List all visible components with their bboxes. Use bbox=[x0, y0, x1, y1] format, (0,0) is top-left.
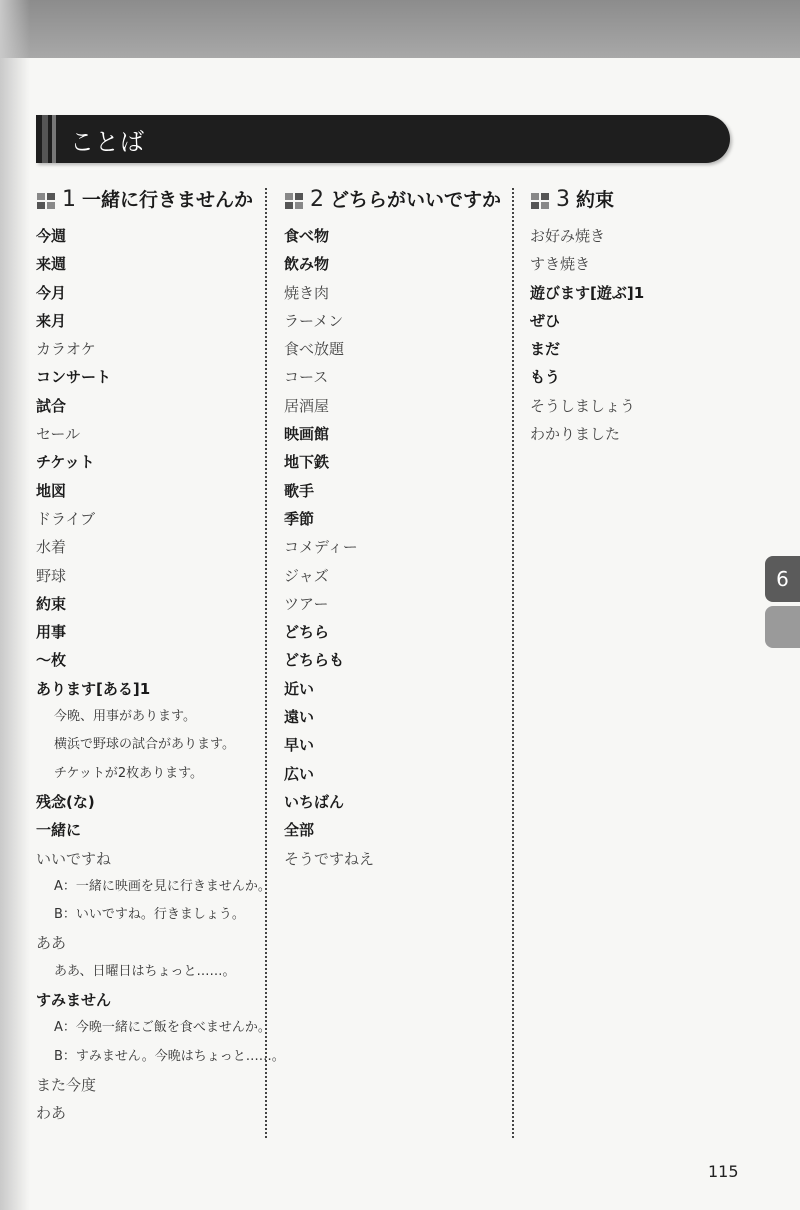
vocab-column-3 bbox=[530, 186, 730, 448]
vocab-entry: 今週 bbox=[36, 227, 67, 245]
vocab-entry: 焼き肉 bbox=[284, 283, 330, 302]
vocab-entry: コンサート bbox=[36, 368, 112, 387]
example-sentence: A：一緒に映画を見に行きませんか。 bbox=[54, 878, 271, 894]
vocab-column-1 bbox=[36, 186, 285, 1128]
vocab-entry: 野球 bbox=[36, 566, 67, 585]
example-sentence: A：今晩一緒にご飯を食べませんか。 bbox=[54, 1020, 271, 1036]
vocab-entry: ああ bbox=[36, 934, 67, 953]
vocab-list bbox=[36, 222, 285, 1128]
vocab-entry: どちら bbox=[284, 623, 330, 642]
vocab-entry: チケット bbox=[36, 453, 95, 472]
example-sentence: B：いいですね。行きましょう。 bbox=[54, 907, 245, 923]
vocab-entry: カラオケ bbox=[36, 340, 96, 359]
example-sentence: ああ、日曜日はちょっと……。 bbox=[54, 963, 236, 979]
vocab-entry: そうですねえ bbox=[284, 849, 375, 868]
header-stripe bbox=[42, 115, 48, 163]
vocab-entry: 約束 bbox=[36, 594, 67, 613]
vocab-entry: ラーメン bbox=[284, 311, 344, 330]
vocab-entry: すき焼き bbox=[530, 255, 591, 274]
vocab-entry: 試合 bbox=[36, 396, 67, 415]
section-title: どちらがいいですか bbox=[330, 189, 502, 211]
example-sentence: 横浜で野球の試合があります。 bbox=[54, 737, 235, 753]
vocab-entry: 季節 bbox=[284, 509, 315, 528]
section-number: 1 bbox=[62, 187, 76, 212]
example-sentence: B：すみません。今晩はちょっと……。 bbox=[54, 1048, 285, 1064]
vocab-entry: いいですね bbox=[36, 849, 112, 868]
vocab-entry: わかりました bbox=[530, 425, 621, 444]
vocab-entry: もう bbox=[530, 368, 561, 387]
vocab-entry: 近い bbox=[284, 679, 315, 698]
vocab-entry: 全部 bbox=[284, 821, 315, 840]
vocab-entry: 食べ物 bbox=[284, 227, 330, 245]
vocab-entry: お好み焼き bbox=[530, 227, 606, 245]
section-number: 2 bbox=[310, 187, 324, 212]
vocab-entry: 来週 bbox=[36, 255, 67, 274]
vocab-entry: 歌手 bbox=[284, 481, 315, 500]
vocab-entry: 地下鉄 bbox=[284, 453, 330, 472]
vocab-entry: ツアー bbox=[284, 594, 329, 613]
vocab-entry: 来月 bbox=[36, 311, 67, 330]
vocab-entry: コメディー bbox=[284, 538, 358, 557]
vocab-entry: 今月 bbox=[36, 283, 67, 302]
vocab-entry: コース bbox=[284, 368, 329, 387]
section-heading bbox=[284, 186, 508, 214]
vocab-list bbox=[530, 222, 730, 448]
vocab-entry: そうしましょう bbox=[530, 396, 636, 415]
vocab-entry: 地図 bbox=[36, 481, 67, 500]
vocab-entry: 食べ放題 bbox=[284, 340, 345, 359]
vocab-entry: 一緒に bbox=[36, 821, 82, 840]
header-stripe bbox=[52, 115, 56, 163]
page-title: ことば bbox=[70, 128, 145, 156]
example-sentence: チケットが2枚あります。 bbox=[54, 765, 204, 781]
puzzle-icon bbox=[36, 192, 56, 210]
vocab-entry: いちばん bbox=[284, 792, 345, 811]
vocab-entry: まだ bbox=[530, 340, 561, 359]
vocab-entry: 広い bbox=[284, 764, 315, 783]
vocab-entry: 遊びます[遊ぶ]1 bbox=[530, 283, 645, 302]
vocab-entry: ジャズ bbox=[284, 566, 329, 585]
vocab-entry: どちらも bbox=[284, 651, 345, 670]
example-sentence: 今晩、用事があります。 bbox=[54, 709, 196, 725]
vocab-entry: 早い bbox=[284, 736, 315, 755]
vocab-entry: 飲み物 bbox=[284, 255, 330, 274]
column-divider bbox=[265, 188, 267, 1138]
page-top-band bbox=[0, 0, 800, 58]
section-heading bbox=[530, 186, 730, 214]
vocab-entry: 残念(な) bbox=[36, 792, 95, 811]
column-divider bbox=[512, 188, 514, 1138]
vocab-column-2 bbox=[284, 186, 508, 873]
vocab-entry: ドライブ bbox=[36, 509, 96, 528]
vocab-entry: すみません bbox=[36, 991, 112, 1010]
vocab-list bbox=[284, 222, 508, 873]
vocab-entry: 居酒屋 bbox=[284, 396, 330, 415]
vocab-entry: また今度 bbox=[36, 1075, 97, 1094]
puzzle-icon bbox=[530, 192, 550, 210]
chapter-tab[interactable] bbox=[765, 606, 800, 648]
vocab-entry: ぜひ bbox=[530, 311, 561, 330]
section-title: 約束 bbox=[576, 189, 615, 211]
vocab-entry: わあ bbox=[36, 1104, 67, 1123]
chapter-tab-active[interactable]: 6 bbox=[765, 556, 800, 602]
section-title: 一緒に行きませんか bbox=[82, 189, 254, 211]
vocab-entry: 水着 bbox=[36, 538, 67, 557]
vocab-entry: 遠い bbox=[284, 708, 315, 727]
section-heading bbox=[36, 186, 260, 214]
page-number: 115 bbox=[708, 1162, 739, 1181]
section-number: 3 bbox=[556, 187, 570, 212]
vocab-entry: ～枚 bbox=[36, 651, 67, 670]
puzzle-icon bbox=[284, 192, 304, 210]
vocab-entry: セール bbox=[36, 425, 81, 444]
vocab-entry: 映画館 bbox=[284, 425, 330, 444]
vocab-entry: 用事 bbox=[36, 623, 67, 642]
page-gutter-shadow bbox=[0, 0, 30, 1210]
vocab-entry: あります[ある]1 bbox=[36, 679, 151, 698]
